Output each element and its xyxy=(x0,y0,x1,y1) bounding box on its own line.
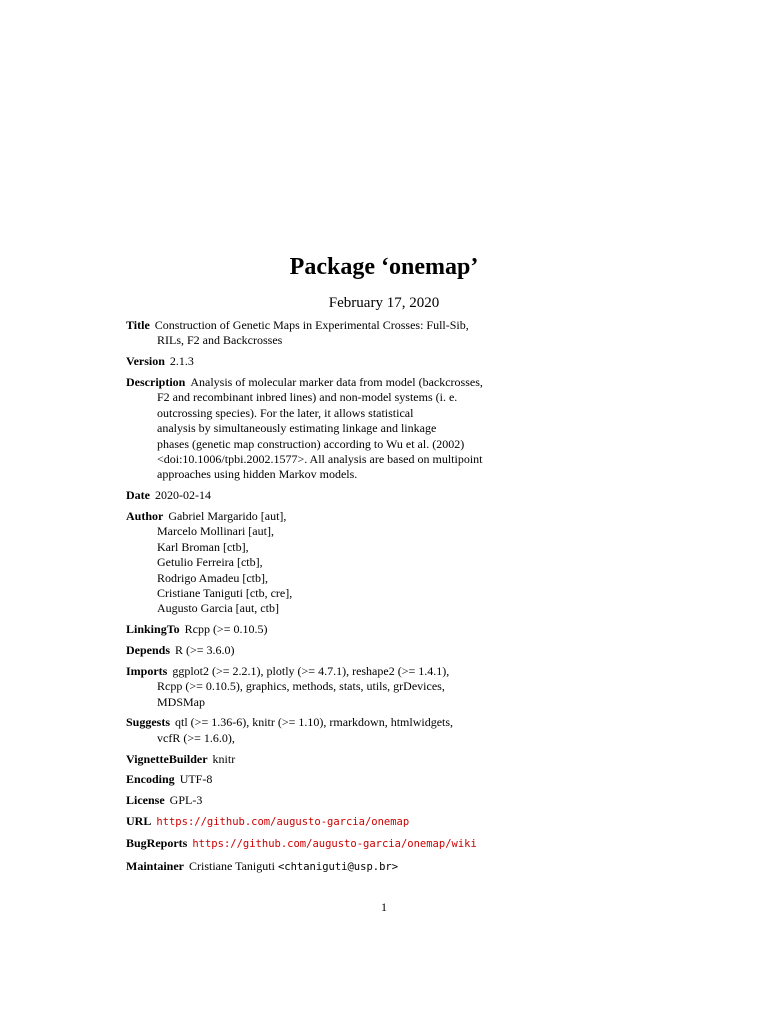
field-description-line-1: Analysis of molecular marker data from model (backcrosses, xyxy=(190,375,483,389)
field-encoding-value: UTF-8 xyxy=(179,772,213,787)
field-description xyxy=(126,375,646,483)
field-author-line-2: Marcelo Mollinari [aut], xyxy=(157,524,274,539)
field-title-label: Title xyxy=(126,318,150,332)
url-link[interactable]: https://github.com/augusto-garcia/onemap xyxy=(156,816,410,829)
field-author-line-1: Gabriel Margarido [aut], xyxy=(168,509,287,524)
field-author-line-5: Rodrigo Amadeu [ctb], xyxy=(157,570,268,585)
field-linkingto-value: Rcpp (>= 0.10.5) xyxy=(184,622,268,637)
field-description-line-2: F2 and recombinant inbred lines) and non-model systems (i. e. xyxy=(157,390,458,405)
maintainer-name: Cristiane Taniguti xyxy=(189,858,275,873)
field-license xyxy=(126,793,646,808)
field-vignettebuilder-value: knitr xyxy=(212,751,236,766)
field-depends-label: Depends xyxy=(126,643,171,658)
field-bugreports xyxy=(126,836,646,852)
field-depends xyxy=(126,643,646,658)
field-maintainer xyxy=(126,859,646,875)
field-url xyxy=(126,814,646,830)
field-linkingto xyxy=(126,622,646,637)
field-vignettebuilder-label: VignetteBuilder xyxy=(126,751,208,766)
field-version-value: 2.1.3 xyxy=(169,354,194,369)
field-suggests-line-2: vcfR (>= 1.6.0), xyxy=(157,730,235,745)
field-imports-line-3: MDSMap xyxy=(157,694,206,709)
field-maintainer-label: Maintainer xyxy=(126,858,184,873)
field-description-line-3: outcrossing species). For the later, it allows statistical xyxy=(157,405,414,420)
field-imports-line-1: ggplot2 (>= 2.2.1), plotly (>= 4.7.1), reshape2 (>= 1.4.1), xyxy=(172,663,450,678)
field-author-line-4: Getulio Ferreira [ctb], xyxy=(157,555,263,570)
field-encoding-label: Encoding xyxy=(126,772,175,787)
field-author-line-7: Augusto Garcia [aut, ctb] xyxy=(157,601,279,616)
page-number: 1 xyxy=(381,900,387,914)
field-date-label: Date xyxy=(126,488,150,503)
field-date-value: 2020-02-14 xyxy=(155,488,211,503)
field-author-label: Author xyxy=(126,509,164,524)
field-imports-line-2: Rcpp (>= 0.10.5), graphics, methods, stats, utils, grDevices, xyxy=(157,679,445,694)
field-author-line-6: Cristiane Taniguti [ctb, cre], xyxy=(157,586,293,601)
package-title: Package ‘onemap’ xyxy=(289,254,479,280)
document-date: February 17, 2020 xyxy=(328,295,440,311)
field-description-line-4: analysis by simultaneously estimating linkage and linkage xyxy=(157,421,437,436)
field-date xyxy=(126,488,646,503)
field-imports-label: Imports xyxy=(126,663,168,678)
field-version xyxy=(126,354,646,369)
field-description-line-7: approaches using hidden Markov models. xyxy=(157,467,358,482)
field-author xyxy=(126,509,646,617)
field-title-line-2: RILs, F2 and Backcrosses xyxy=(157,333,283,348)
field-encoding xyxy=(126,772,646,787)
field-title-line-1: Construction of Genetic Maps in Experimental Crosses: Full-Sib, xyxy=(154,318,469,332)
field-license-label: License xyxy=(126,793,165,808)
field-vignettebuilder xyxy=(126,752,646,767)
package-fields xyxy=(126,318,646,881)
maintainer-email: <chtaniguti@usp.br> xyxy=(277,860,399,873)
field-description-line-5: phases (genetic map construction) according to Wu et al. (2002) xyxy=(157,436,465,451)
field-imports xyxy=(126,664,646,710)
bugreports-link[interactable]: https://github.com/augusto-garcia/onemap/wiki xyxy=(192,838,477,851)
field-title xyxy=(126,318,646,349)
field-depends-value: R (>= 3.6.0) xyxy=(175,643,235,658)
field-suggests-label: Suggests xyxy=(126,715,171,730)
field-linkingto-label: LinkingTo xyxy=(126,622,180,637)
field-version-label: Version xyxy=(126,354,165,369)
field-bugreports-label: BugReports xyxy=(126,836,188,851)
field-suggests-line-1: qtl (>= 1.36-6), knitr (>= 1.10), rmarkdown, htmlwidgets, xyxy=(175,715,454,730)
field-description-line-6: <doi:10.1006/tpbi.2002.1577>. All analysis are based on multipoint xyxy=(157,452,483,467)
field-license-value: GPL-3 xyxy=(169,793,203,808)
field-description-label: Description xyxy=(126,375,186,389)
field-author-line-3: Karl Broman [ctb], xyxy=(157,539,249,554)
field-suggests xyxy=(126,715,646,746)
field-url-label: URL xyxy=(126,814,152,829)
